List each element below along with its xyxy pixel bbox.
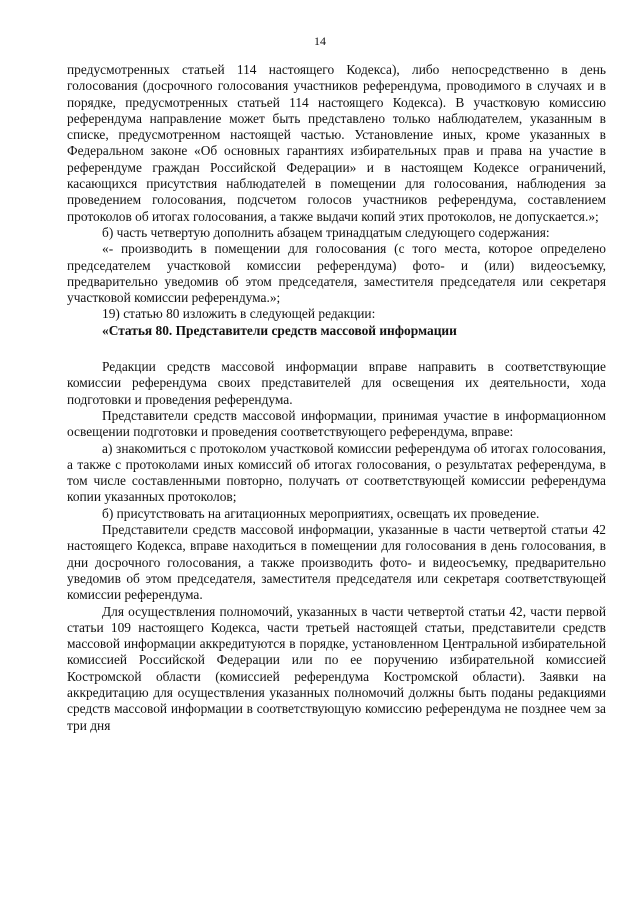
document-body bbox=[67, 62, 606, 734]
article-80-heading: «Статья 80. Представители средств массовой информации bbox=[102, 322, 457, 338]
paragraph-continuation: предусмотренных статьей 114 настоящего Кодекса), либо непосредственно в день голосования (досрочного голосования участников референдума, проводимого в случаях и в порядке, предусмотренных статьей 114 настоящего Кодекса). В участковую комиссию референдума направление может быть представлено только наблюдателем, указанным в списке, предусмотренном настоящей частью. Установление иных, кроме указанных в Федеральном законе «Об основных гарантиях избирательных прав и права на участие в референдуме граждан Российской Федерации» и в настоящем Кодексе ограничений, касающихся присутствия наблюдателей в помещении для голосования, наблюдения за проведением голосования, подсчетом голосов участников референдума, составлением протоколов об итогах голосования, а также выдачи копий этих протоколов, не допускается.»; bbox=[67, 62, 606, 224]
paragraph-quoted-addition: «- производить в помещении для голосования (с того места, которое определено председателем участковой комиссии референдума) фото- и (или) видеосъемку, предварительно уведомив об этом председателя, заместителя председателя или секретаря участковой комиссии референдума.»; bbox=[67, 241, 606, 306]
article-80-part-1: Редакции средств массовой информации вправе направить в соответствующие комиссии референдума своих представителей для освещения их деятельности, хода подготовки и проведения референдума. bbox=[67, 359, 606, 407]
paragraph-amendment-b: б) часть четвертую дополнить абзацем тринадцатым следующего содержания: bbox=[102, 224, 550, 240]
article-80-part-2: Представители средств массовой информации, принимая участие в информационном освещении подготовки и проведения соответствующего референдума, вправе: bbox=[67, 407, 606, 440]
paragraph-item-19: 19) статью 80 изложить в следующей редакции: bbox=[102, 306, 376, 322]
article-80-part-2-item-a: а) знакомиться с протоколом участковой комиссии референдума об итогах голосования, а также с протоколами иных комиссий об итогах голосования, о результатах референдума, в том числе составленными повторно, получать от соответствующей комиссии референдума копии указанных протоколов; bbox=[67, 440, 606, 505]
article-80-part-2-item-b: б) присутствовать на агитационных мероприятиях, освещать их проведение. bbox=[102, 505, 540, 521]
page-number: 14 bbox=[314, 34, 326, 48]
article-80-part-3: Представители средств массовой информации, указанные в части четвертой статьи 42 настоящего Кодекса, вправе находиться в помещении для голосования в день голосования, в дни досрочного голосования, а также производить фото- и видеосъемку, предварительно уведомив об этом председателя, заместителя председателя или секретаря соответствующей комиссии референдума. bbox=[67, 522, 606, 603]
article-80-part-4: Для осуществления полномочий, указанных в части четвертой статьи 42, части первой статьи 109 настоящего Кодекса, части третьей настоящей статьи, представители средств массовой информации аккредитуются в порядке, установленном Центральной избирательной комиссией Российской Федерации или по ее поручению избирательной комиссией Костромской области (комиссией референдума Костромской области). Заявки на аккредитацию для осуществления указанных полномочий должны быть поданы редакциями средств массовой информации в соответствующую комиссию референдума не позднее чем за три дня bbox=[67, 603, 606, 733]
